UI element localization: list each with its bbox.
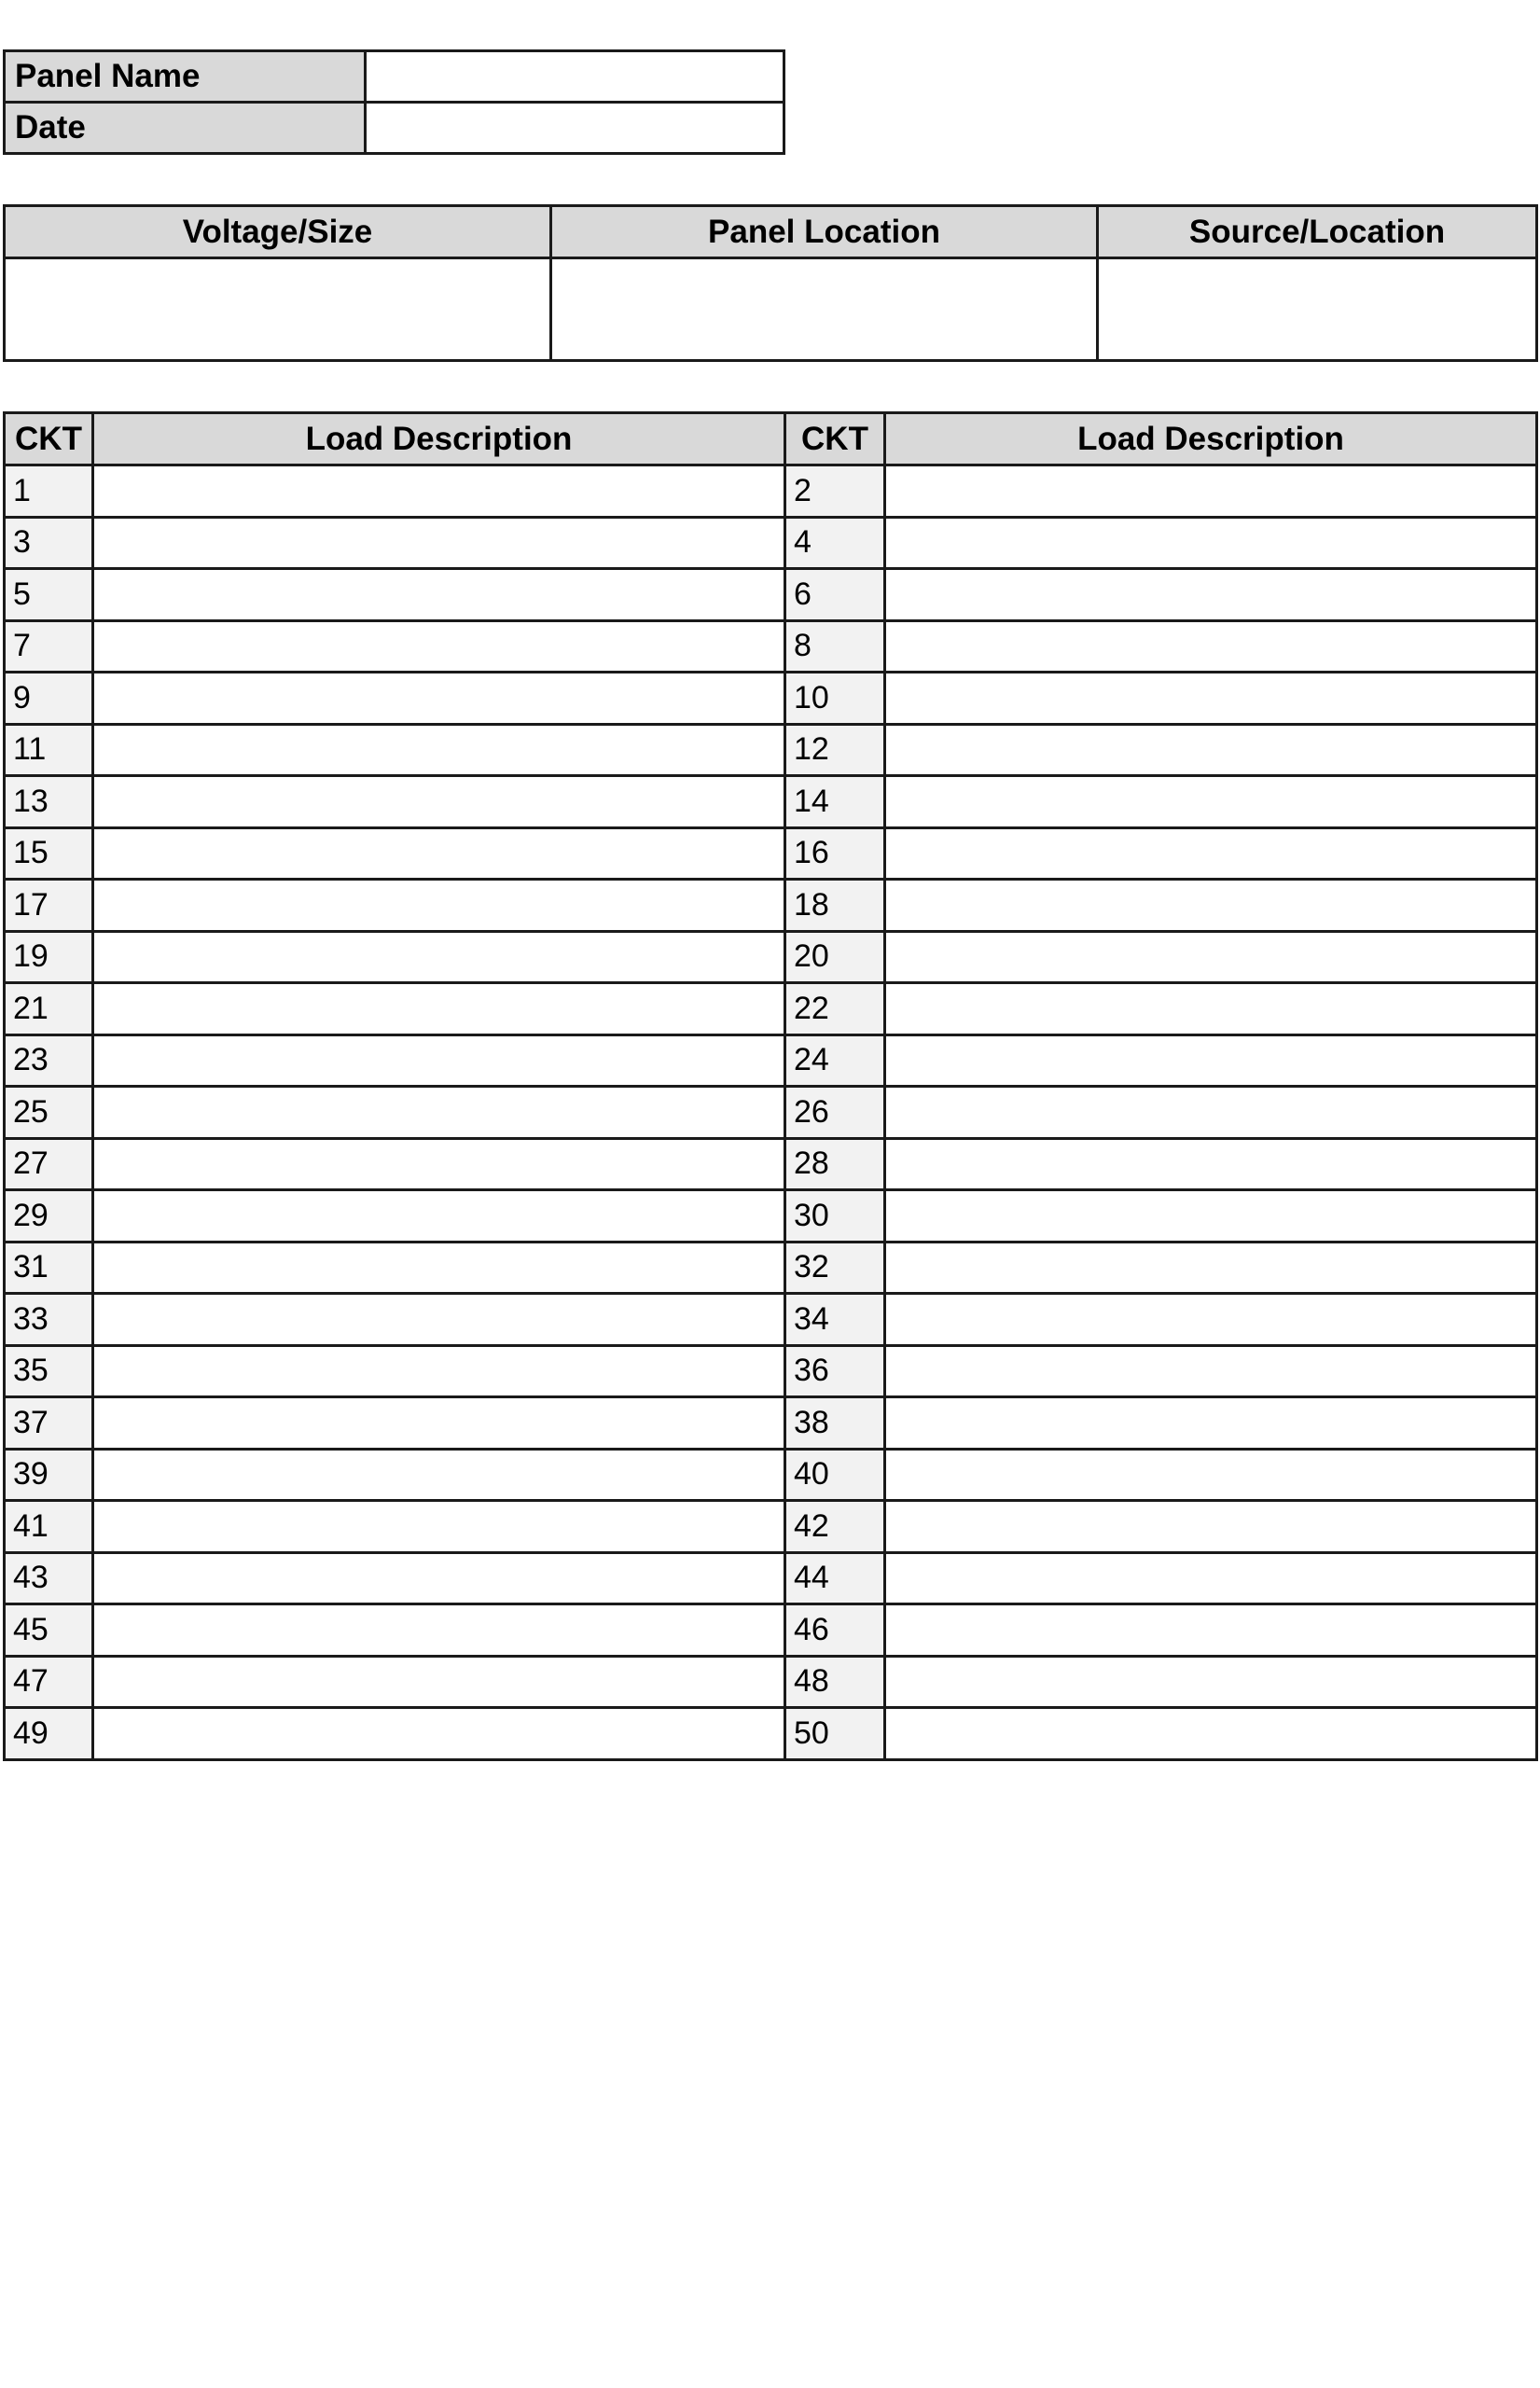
load-description-field-left[interactable]	[93, 931, 785, 983]
circuit-number-left: 31	[5, 1242, 93, 1294]
circuit-number-left: 13	[5, 776, 93, 828]
circuit-number-left: 35	[5, 1345, 93, 1397]
circuit-number-right: 44	[785, 1552, 885, 1604]
load-description-header-right: Load Description	[885, 413, 1537, 465]
table-row	[5, 1138, 1537, 1190]
load-description-field-left[interactable]	[93, 1604, 785, 1657]
load-description-field-right[interactable]	[885, 1138, 1537, 1190]
table-row	[5, 1294, 1537, 1346]
ckt-header-right: CKT	[785, 413, 885, 465]
circuit-number-left: 1	[5, 465, 93, 518]
load-description-field-left[interactable]	[93, 1190, 785, 1243]
circuit-number-left: 3	[5, 517, 93, 569]
circuit-number-right: 14	[785, 776, 885, 828]
load-description-field-right[interactable]	[885, 1345, 1537, 1397]
table-row	[5, 1449, 1537, 1501]
location-value-row	[5, 258, 1537, 361]
circuit-number-right: 8	[785, 620, 885, 673]
circuit-number-left: 49	[5, 1708, 93, 1760]
load-description-field-left[interactable]	[93, 569, 785, 621]
table-row	[5, 1708, 1537, 1760]
circuit-number-right: 6	[785, 569, 885, 621]
load-description-field-left[interactable]	[93, 827, 785, 880]
load-description-field-right[interactable]	[885, 569, 1537, 621]
source-location-header: Source/Location	[1098, 206, 1537, 258]
load-description-field-left[interactable]	[93, 465, 785, 518]
date-row	[5, 103, 784, 154]
load-description-field-right[interactable]	[885, 1656, 1537, 1708]
load-description-field-left[interactable]	[93, 1501, 785, 1553]
table-row	[5, 776, 1537, 828]
circuit-header-row	[5, 413, 1537, 465]
voltage-size-header: Voltage/Size	[5, 206, 551, 258]
load-description-field-left[interactable]	[93, 1552, 785, 1604]
load-description-field-left[interactable]	[93, 776, 785, 828]
load-description-field-right[interactable]	[885, 1294, 1537, 1346]
load-description-field-left[interactable]	[93, 983, 785, 1035]
load-description-header-left: Load Description	[93, 413, 785, 465]
circuit-number-right: 46	[785, 1604, 885, 1657]
circuit-number-right: 4	[785, 517, 885, 569]
circuit-number-right: 36	[785, 1345, 885, 1397]
load-description-field-left[interactable]	[93, 1656, 785, 1708]
load-description-field-right[interactable]	[885, 931, 1537, 983]
circuit-rows	[5, 465, 1537, 1760]
table-row	[5, 1501, 1537, 1553]
circuit-number-right: 20	[785, 931, 885, 983]
circuit-number-left: 25	[5, 1087, 93, 1139]
table-row	[5, 620, 1537, 673]
circuit-number-left: 47	[5, 1656, 93, 1708]
table-row	[5, 1656, 1537, 1708]
load-description-field-right[interactable]	[885, 1034, 1537, 1087]
circuit-number-left: 37	[5, 1397, 93, 1450]
table-row	[5, 1190, 1537, 1243]
circuit-number-left: 11	[5, 724, 93, 776]
circuit-number-left: 45	[5, 1604, 93, 1657]
circuit-number-right: 38	[785, 1397, 885, 1450]
load-description-field-right[interactable]	[885, 1552, 1537, 1604]
table-row	[5, 880, 1537, 932]
circuit-number-left: 9	[5, 673, 93, 725]
table-row	[5, 1242, 1537, 1294]
load-description-field-right[interactable]	[885, 1604, 1537, 1657]
circuit-number-right: 40	[785, 1449, 885, 1501]
load-description-field-right[interactable]	[885, 724, 1537, 776]
circuit-table	[3, 411, 1538, 1761]
circuit-number-left: 15	[5, 827, 93, 880]
load-description-field-right[interactable]	[885, 1708, 1537, 1760]
circuit-number-right: 24	[785, 1034, 885, 1087]
load-description-field-left[interactable]	[93, 1708, 785, 1760]
load-description-field-right[interactable]	[885, 620, 1537, 673]
load-description-field-right[interactable]	[885, 1501, 1537, 1553]
table-row	[5, 983, 1537, 1035]
location-header-row	[5, 206, 1537, 258]
circuit-number-right: 10	[785, 673, 885, 725]
load-description-field-left[interactable]	[93, 724, 785, 776]
ckt-header-left: CKT	[5, 413, 93, 465]
circuit-number-right: 42	[785, 1501, 885, 1553]
table-row	[5, 1345, 1537, 1397]
date-field[interactable]	[366, 103, 784, 154]
circuit-number-right: 30	[785, 1190, 885, 1243]
circuit-number-right: 18	[785, 880, 885, 932]
panel-name-row	[5, 51, 784, 103]
load-description-field-left[interactable]	[93, 620, 785, 673]
panel-location-field[interactable]	[551, 258, 1098, 361]
circuit-number-left: 43	[5, 1552, 93, 1604]
panel-name-label: Panel Name	[5, 51, 366, 103]
circuit-number-right: 34	[785, 1294, 885, 1346]
table-row	[5, 1604, 1537, 1657]
table-row	[5, 931, 1537, 983]
load-description-field-right[interactable]	[885, 880, 1537, 932]
load-description-field-right[interactable]	[885, 673, 1537, 725]
load-description-field-left[interactable]	[93, 517, 785, 569]
circuit-number-right: 26	[785, 1087, 885, 1139]
circuit-number-right: 12	[785, 724, 885, 776]
circuit-number-right: 32	[785, 1242, 885, 1294]
table-row	[5, 827, 1537, 880]
circuit-number-left: 39	[5, 1449, 93, 1501]
load-description-field-right[interactable]	[885, 1242, 1537, 1294]
circuit-number-left: 21	[5, 983, 93, 1035]
circuit-number-left: 33	[5, 1294, 93, 1346]
load-description-field-right[interactable]	[885, 827, 1537, 880]
load-description-field-left[interactable]	[93, 880, 785, 932]
circuit-number-right: 22	[785, 983, 885, 1035]
circuit-number-right: 28	[785, 1138, 885, 1190]
table-row	[5, 724, 1537, 776]
circuit-number-left: 17	[5, 880, 93, 932]
load-description-field-left[interactable]	[93, 1138, 785, 1190]
load-description-field-right[interactable]	[885, 465, 1537, 518]
load-description-field-left[interactable]	[93, 1034, 785, 1087]
load-description-field-left[interactable]	[93, 1294, 785, 1346]
load-description-field-right[interactable]	[885, 776, 1537, 828]
voltage-size-field[interactable]	[5, 258, 551, 361]
source-location-field[interactable]	[1098, 258, 1537, 361]
date-label: Date	[5, 103, 366, 154]
load-description-field-left[interactable]	[93, 1087, 785, 1139]
panel-location-table	[3, 204, 1538, 362]
circuit-number-right: 16	[785, 827, 885, 880]
circuit-number-left: 23	[5, 1034, 93, 1087]
load-description-field-right[interactable]	[885, 983, 1537, 1035]
panel-location-header: Panel Location	[551, 206, 1098, 258]
load-description-field-right[interactable]	[885, 1449, 1537, 1501]
table-row	[5, 465, 1537, 518]
table-row	[5, 569, 1537, 621]
circuit-number-left: 29	[5, 1190, 93, 1243]
load-description-field-left[interactable]	[93, 1449, 785, 1501]
load-description-field-left[interactable]	[93, 673, 785, 725]
circuit-number-right: 50	[785, 1708, 885, 1760]
circuit-number-right: 48	[785, 1656, 885, 1708]
table-row	[5, 1087, 1537, 1139]
load-description-field-left[interactable]	[93, 1345, 785, 1397]
table-row	[5, 1397, 1537, 1450]
load-description-field-right[interactable]	[885, 1190, 1537, 1243]
table-row	[5, 517, 1537, 569]
table-row	[5, 673, 1537, 725]
circuit-number-left: 7	[5, 620, 93, 673]
circuit-number-left: 5	[5, 569, 93, 621]
load-description-field-left[interactable]	[93, 1397, 785, 1450]
load-description-field-left[interactable]	[93, 1242, 785, 1294]
circuit-number-left: 19	[5, 931, 93, 983]
table-row	[5, 1552, 1537, 1604]
panel-name-field[interactable]	[366, 51, 784, 103]
load-description-field-right[interactable]	[885, 1397, 1537, 1450]
circuit-number-left: 41	[5, 1501, 93, 1553]
circuit-number-left: 27	[5, 1138, 93, 1190]
load-description-field-right[interactable]	[885, 1087, 1537, 1139]
table-row	[5, 1034, 1537, 1087]
load-description-field-right[interactable]	[885, 517, 1537, 569]
circuit-number-right: 2	[785, 465, 885, 518]
panel-info-table	[3, 49, 785, 155]
